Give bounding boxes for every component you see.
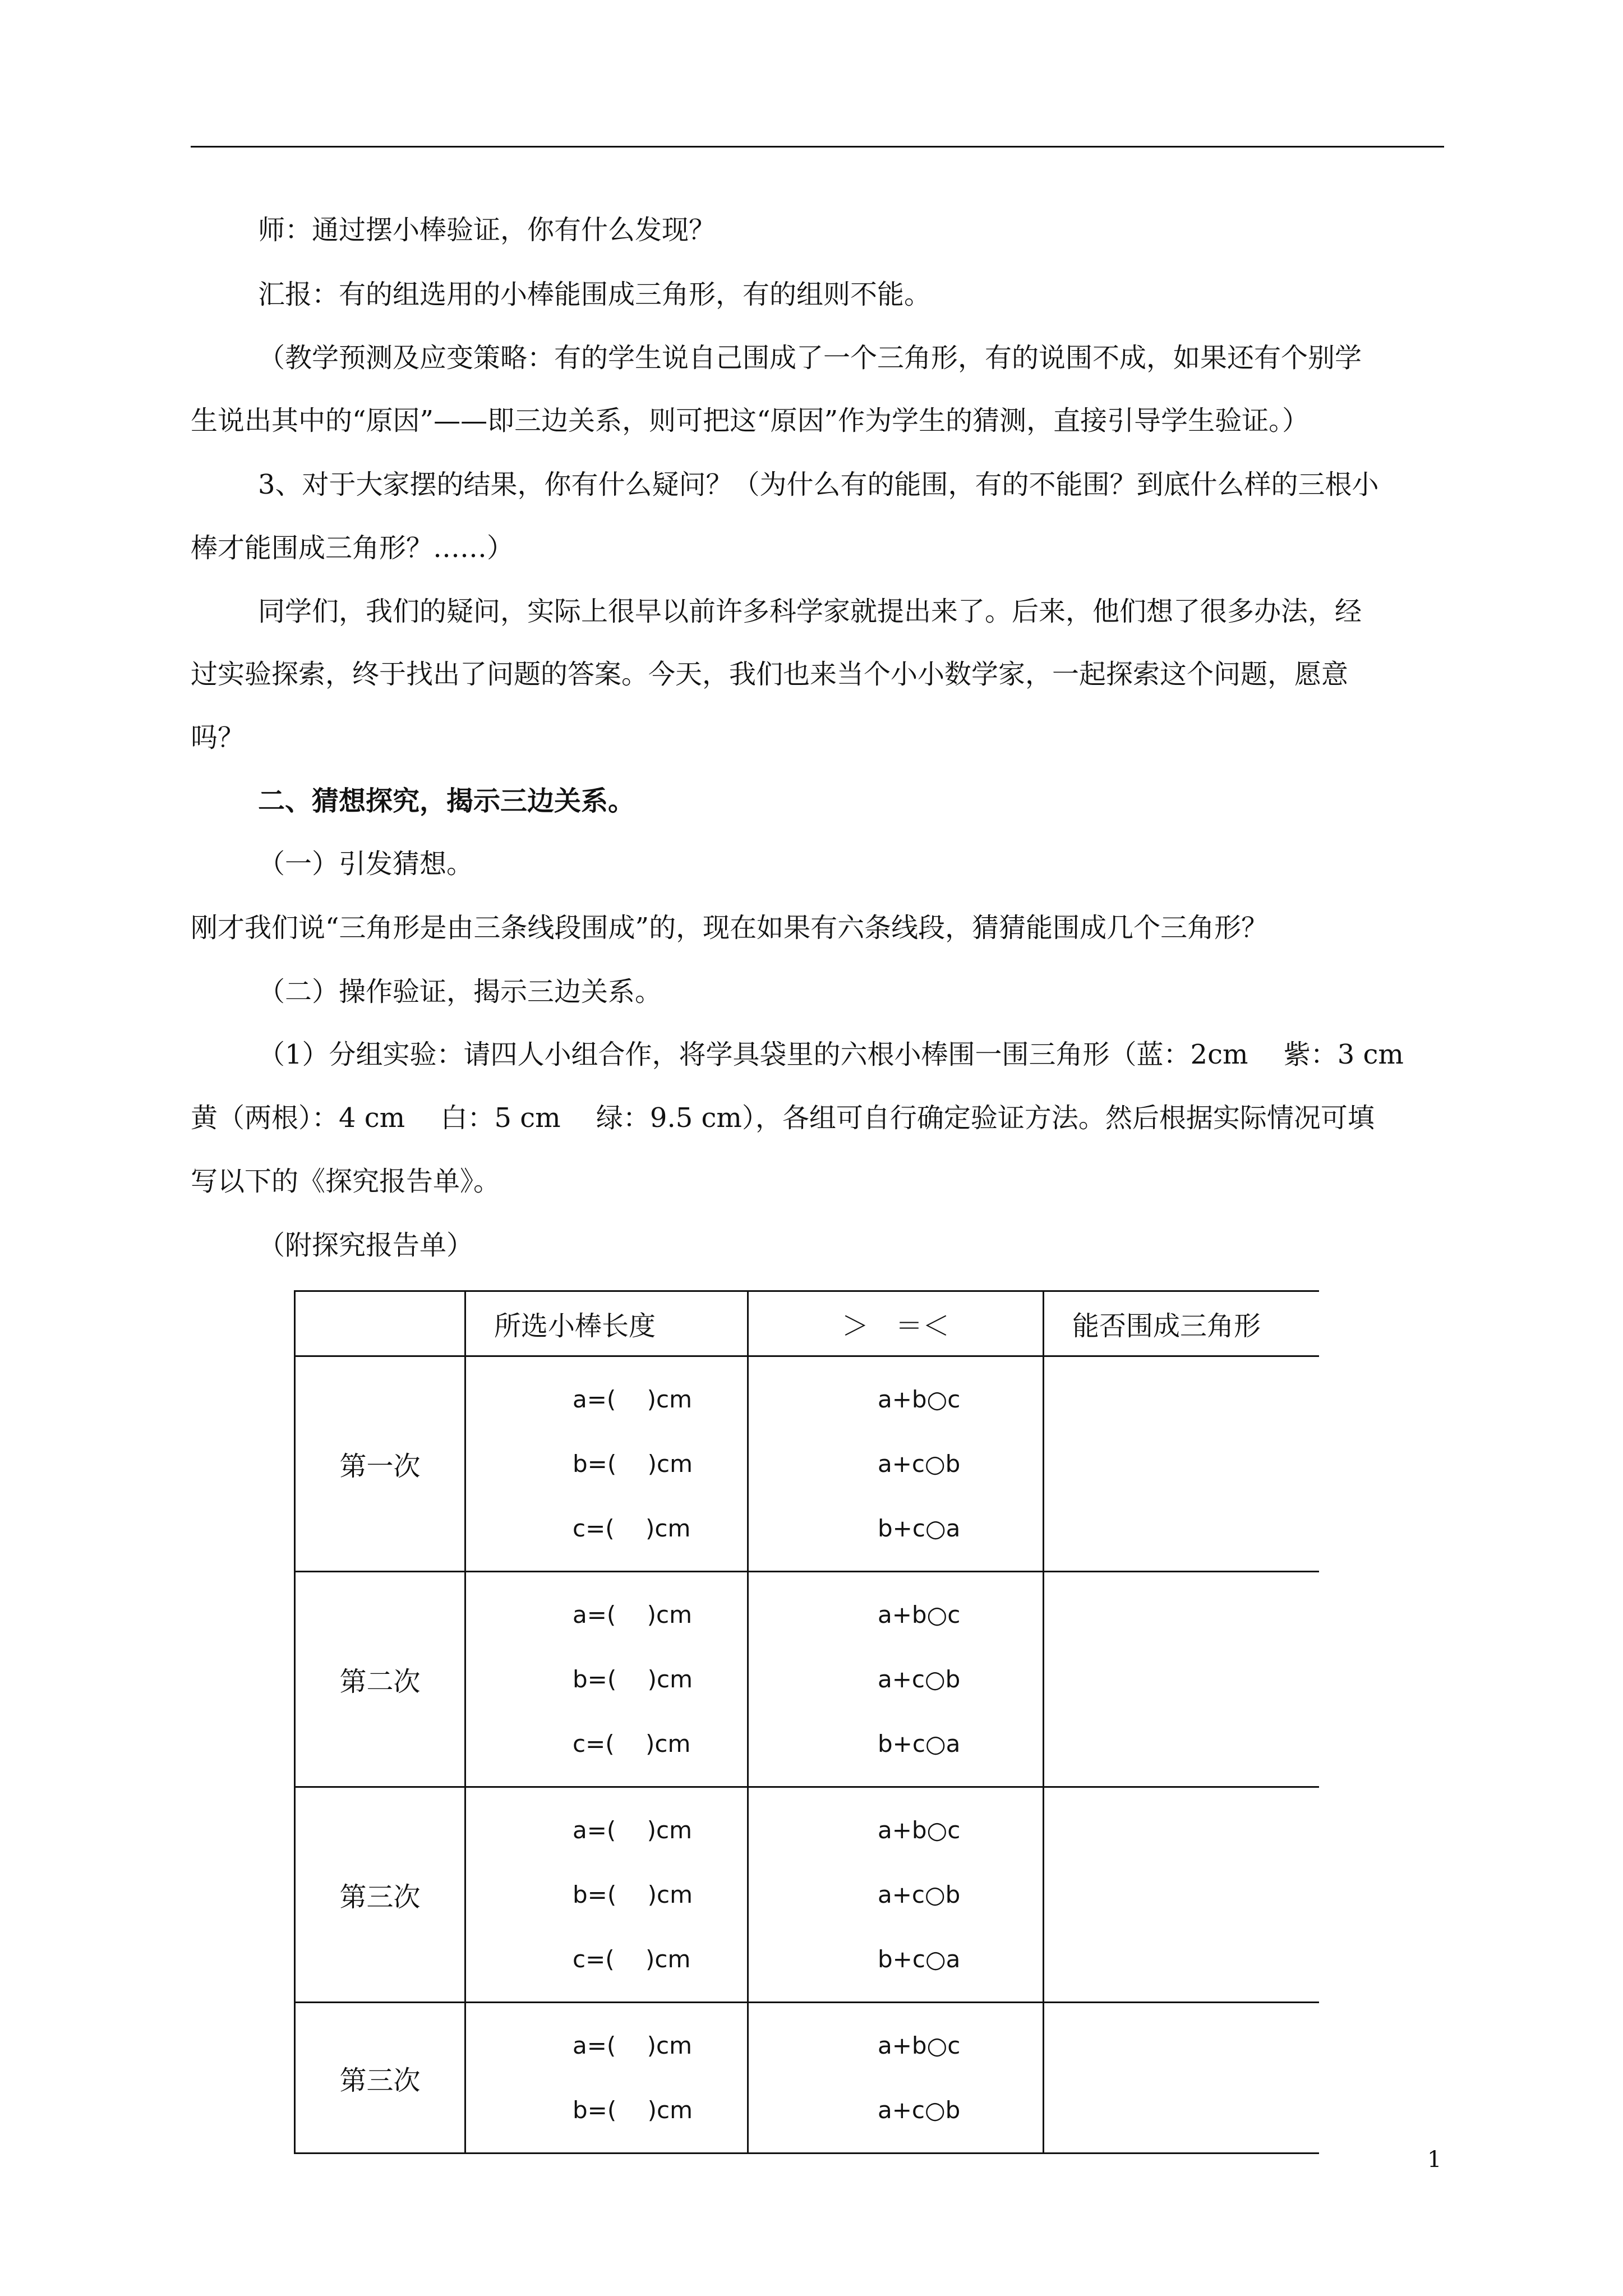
table-header-row [295,1291,1319,1356]
round-label: 第三次 [295,2003,465,2154]
length-a: a=( )cm [573,1386,693,1413]
header-rule [191,146,1444,148]
paragraph-six-segments: 刚才我们说“三角形是由三条线段围成”的，现在如果有六条线段，猜猜能围成几个三角形？ [191,912,1269,944]
exploration-report-table [294,1290,1319,2154]
paragraph-question3-line2: 棒才能围成三角形？……） [191,532,514,564]
length-b: b=( )cm [573,1450,693,1478]
lengths-cell [465,1787,748,2003]
compare-cell [748,1787,1044,2003]
paragraph-question3-line1: 3、对于大家摆的结果，你有什么疑问？（为什么有的能围，有的不能围？到底什么样的三根小 [258,469,1379,500]
paragraph-scientists-line2: 过实验探索，终于找出了问题的答案。今天，我们也来当个小小数学家，一起探索这个问题，愿意 [191,659,1349,690]
compare-ab-c: a+b○c [878,1816,961,1844]
compare-ac-b: a+c○b [878,1665,961,1693]
compare-bc-a: b+c○a [878,1730,961,1757]
paragraph-experiment-line3: 写以下的《探究报告单》。 [191,1166,501,1197]
paragraph-scientists-line3: 吗？ [191,722,245,753]
paragraph-scientists-line1: 同学们，我们的疑问，实际上很早以前许多科学家就提出来了。后来，他们想了很多办法，经 [258,596,1362,627]
compare-cell [748,1572,1044,1787]
subheading-conjecture: （一）引发猜想。 [258,848,474,880]
paragraph-teacher-question: 师：通过摆小棒验证，你有什么发现？ [258,214,716,246]
lengths-cell [465,2003,748,2154]
compare-cell [748,1356,1044,1572]
length-c: c=( )cm [573,1945,691,1973]
compare-ab-c: a+b○c [878,1601,961,1628]
result-cell [1044,1572,1319,1787]
compare-ab-c: a+b○c [878,1386,961,1413]
compare-ab-c: a+b○c [878,2032,961,2059]
length-a: a=( )cm [573,1601,693,1628]
length-a: a=( )cm [573,1816,693,1844]
table-row [295,1356,1319,1572]
length-b: b=( )cm [573,2096,693,2124]
section-heading: 二、猜想探究，揭示三边关系。 [258,785,635,817]
subheading-verify: （二）操作验证，揭示三边关系。 [258,976,662,1007]
lengths-cell [465,1572,748,1787]
attachment-caption: （附探究报告单） [258,1230,474,1261]
header-cell-lengths: 所选小棒长度 [465,1291,748,1356]
paragraph-report: 汇报：有的组选用的小棒能围成三角形，有的组则不能。 [258,279,932,310]
length-b: b=( )cm [573,1665,693,1693]
result-cell [1044,1787,1319,2003]
round-label: 第二次 [295,1572,465,1787]
header-cell-result: 能否围成三角形 [1044,1291,1319,1356]
compare-bc-a: b+c○a [878,1515,961,1542]
paragraph-experiment-line2: 黄（两根）：4 cm 白：5 cm 绿：9.5 cm），各组可自行确定验证方法。然后根据实际情况可填 [191,1102,1375,1134]
result-cell [1044,2003,1319,2154]
table-row [295,2003,1319,2154]
paragraph-experiment-line1: （1）分组实验：请四人小组合作，将学具袋里的六根小棒围一围三角形（蓝：2cm 紫：3 cm [258,1039,1404,1070]
compare-ac-b: a+c○b [878,1881,961,1908]
compare-ac-b: a+c○b [878,2096,961,2124]
lengths-cell [465,1356,748,1572]
length-b: b=( )cm [573,1881,693,1908]
length-c: c=( )cm [573,1730,691,1757]
header-cell-blank [295,1291,465,1356]
round-label: 第三次 [295,1787,465,2003]
length-c: c=( )cm [573,1515,691,1542]
table-row [295,1787,1319,2003]
compare-ac-b: a+c○b [878,1450,961,1478]
compare-bc-a: b+c○a [878,1945,961,1973]
header-cell-compare: ＞ ＝＜ [748,1291,1044,1356]
length-a: a=( )cm [573,2032,693,2059]
round-label: 第一次 [295,1356,465,1572]
compare-cell [748,2003,1044,2154]
paragraph-strategy-line2: 生说出其中的“原因”——即三边关系，则可把这“原因”作为学生的猜测，直接引导学生验证。） [191,405,1310,436]
table-row [295,1572,1319,1787]
page-number: 1 [1427,2147,1442,2173]
paragraph-strategy-line1: （教学预测及应变策略：有的学生说自己围成了一个三角形，有的说围不成，如果还有个别学 [258,342,1362,374]
result-cell [1044,1356,1319,1572]
